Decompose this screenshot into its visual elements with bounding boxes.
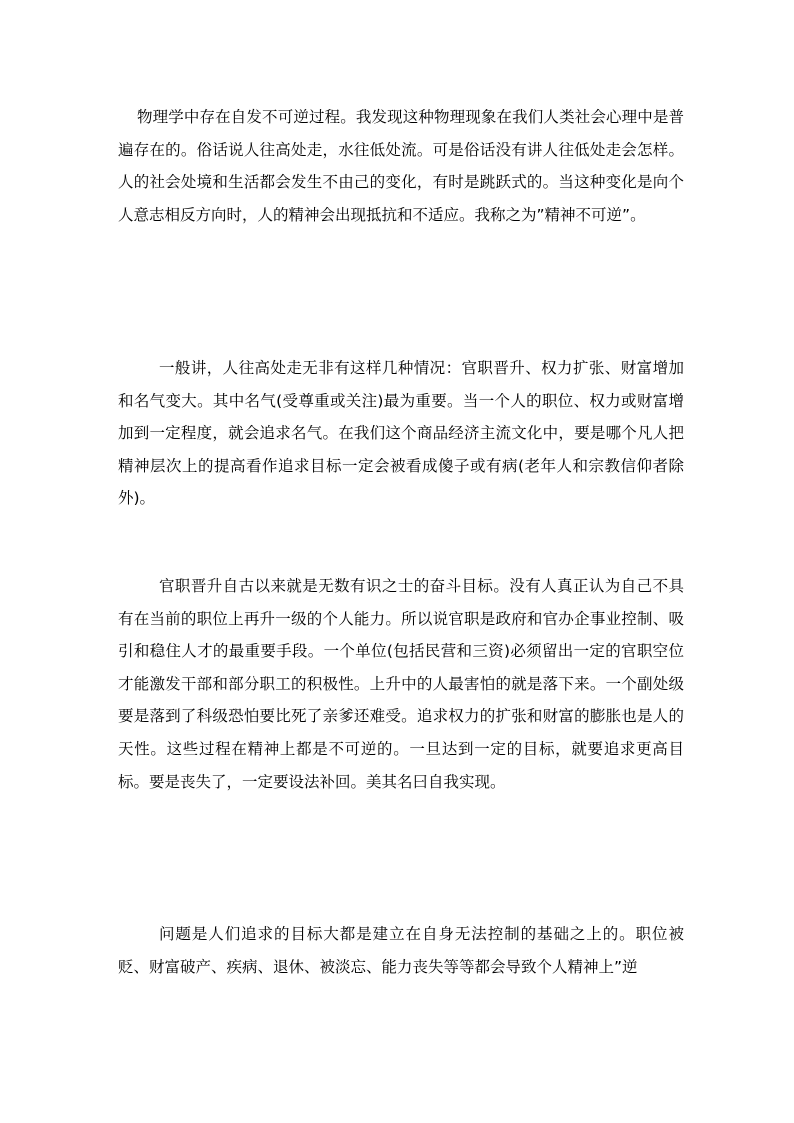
paragraph-2: 一般讲，人往高处走无非有这样几种情况：官职晋升、权力扩张、财富增加和名气变大。其中名气(受尊重或关注)最为重要。当一个人的职位、权力或财富增加到一定程度，就会追求名气。在我们这个商品经济主流文化中，要是哪个凡人把精神层次上的提高看作追求目标一定会被看成傻子或有病(老年人和宗教信仰者除外)。 [118,359,684,508]
paragraph-3: 官职晋升自古以来就是无数有识之士的奋斗目标。没有人真正认为自己不具有在当前的职位上再升一级的个人能力。所以说官职是政府和官办企事业控制、吸引和稳住人才的最重要手段。一个单位(包括民营和三资)必须留出一定的官职空位才能激发干部和部分职工的积极性。上升中的人最害怕的就是落下来。一个副处级要是落到了科级恐怕要比死了亲爹还难受。追求权力的扩张和财富的膨胀也是人的天性。这些过程在精神上都是不可逆的。一旦达到一定的目标，就要追求更高目标。要是丧失了，一定要设法补回。美其名曰自我实现。 [118,577,684,791]
paragraph-1: 物理学中存在自发不可逆过程。我发现这种物理现象在我们人类社会心理中是普遍存在的。俗话说人往高处走，水往低处流。可是俗话没有讲人往低处走会怎样。人的社会处境和生活都会发生不由己的变化，有时是跳跃式的。当这种变化是向个人意志相反方向时，人的精神会出现抵抗和不适应。我称之为”精神不可逆”。 [118,108,684,224]
paragraph-4: 问题是人们追求的目标大都是建立在自身无法控制的基础之上的。职位被贬、财富破产、疾病、退休、被淡忘、能力丧失等等都会导致个人精神上”逆 [118,925,684,976]
